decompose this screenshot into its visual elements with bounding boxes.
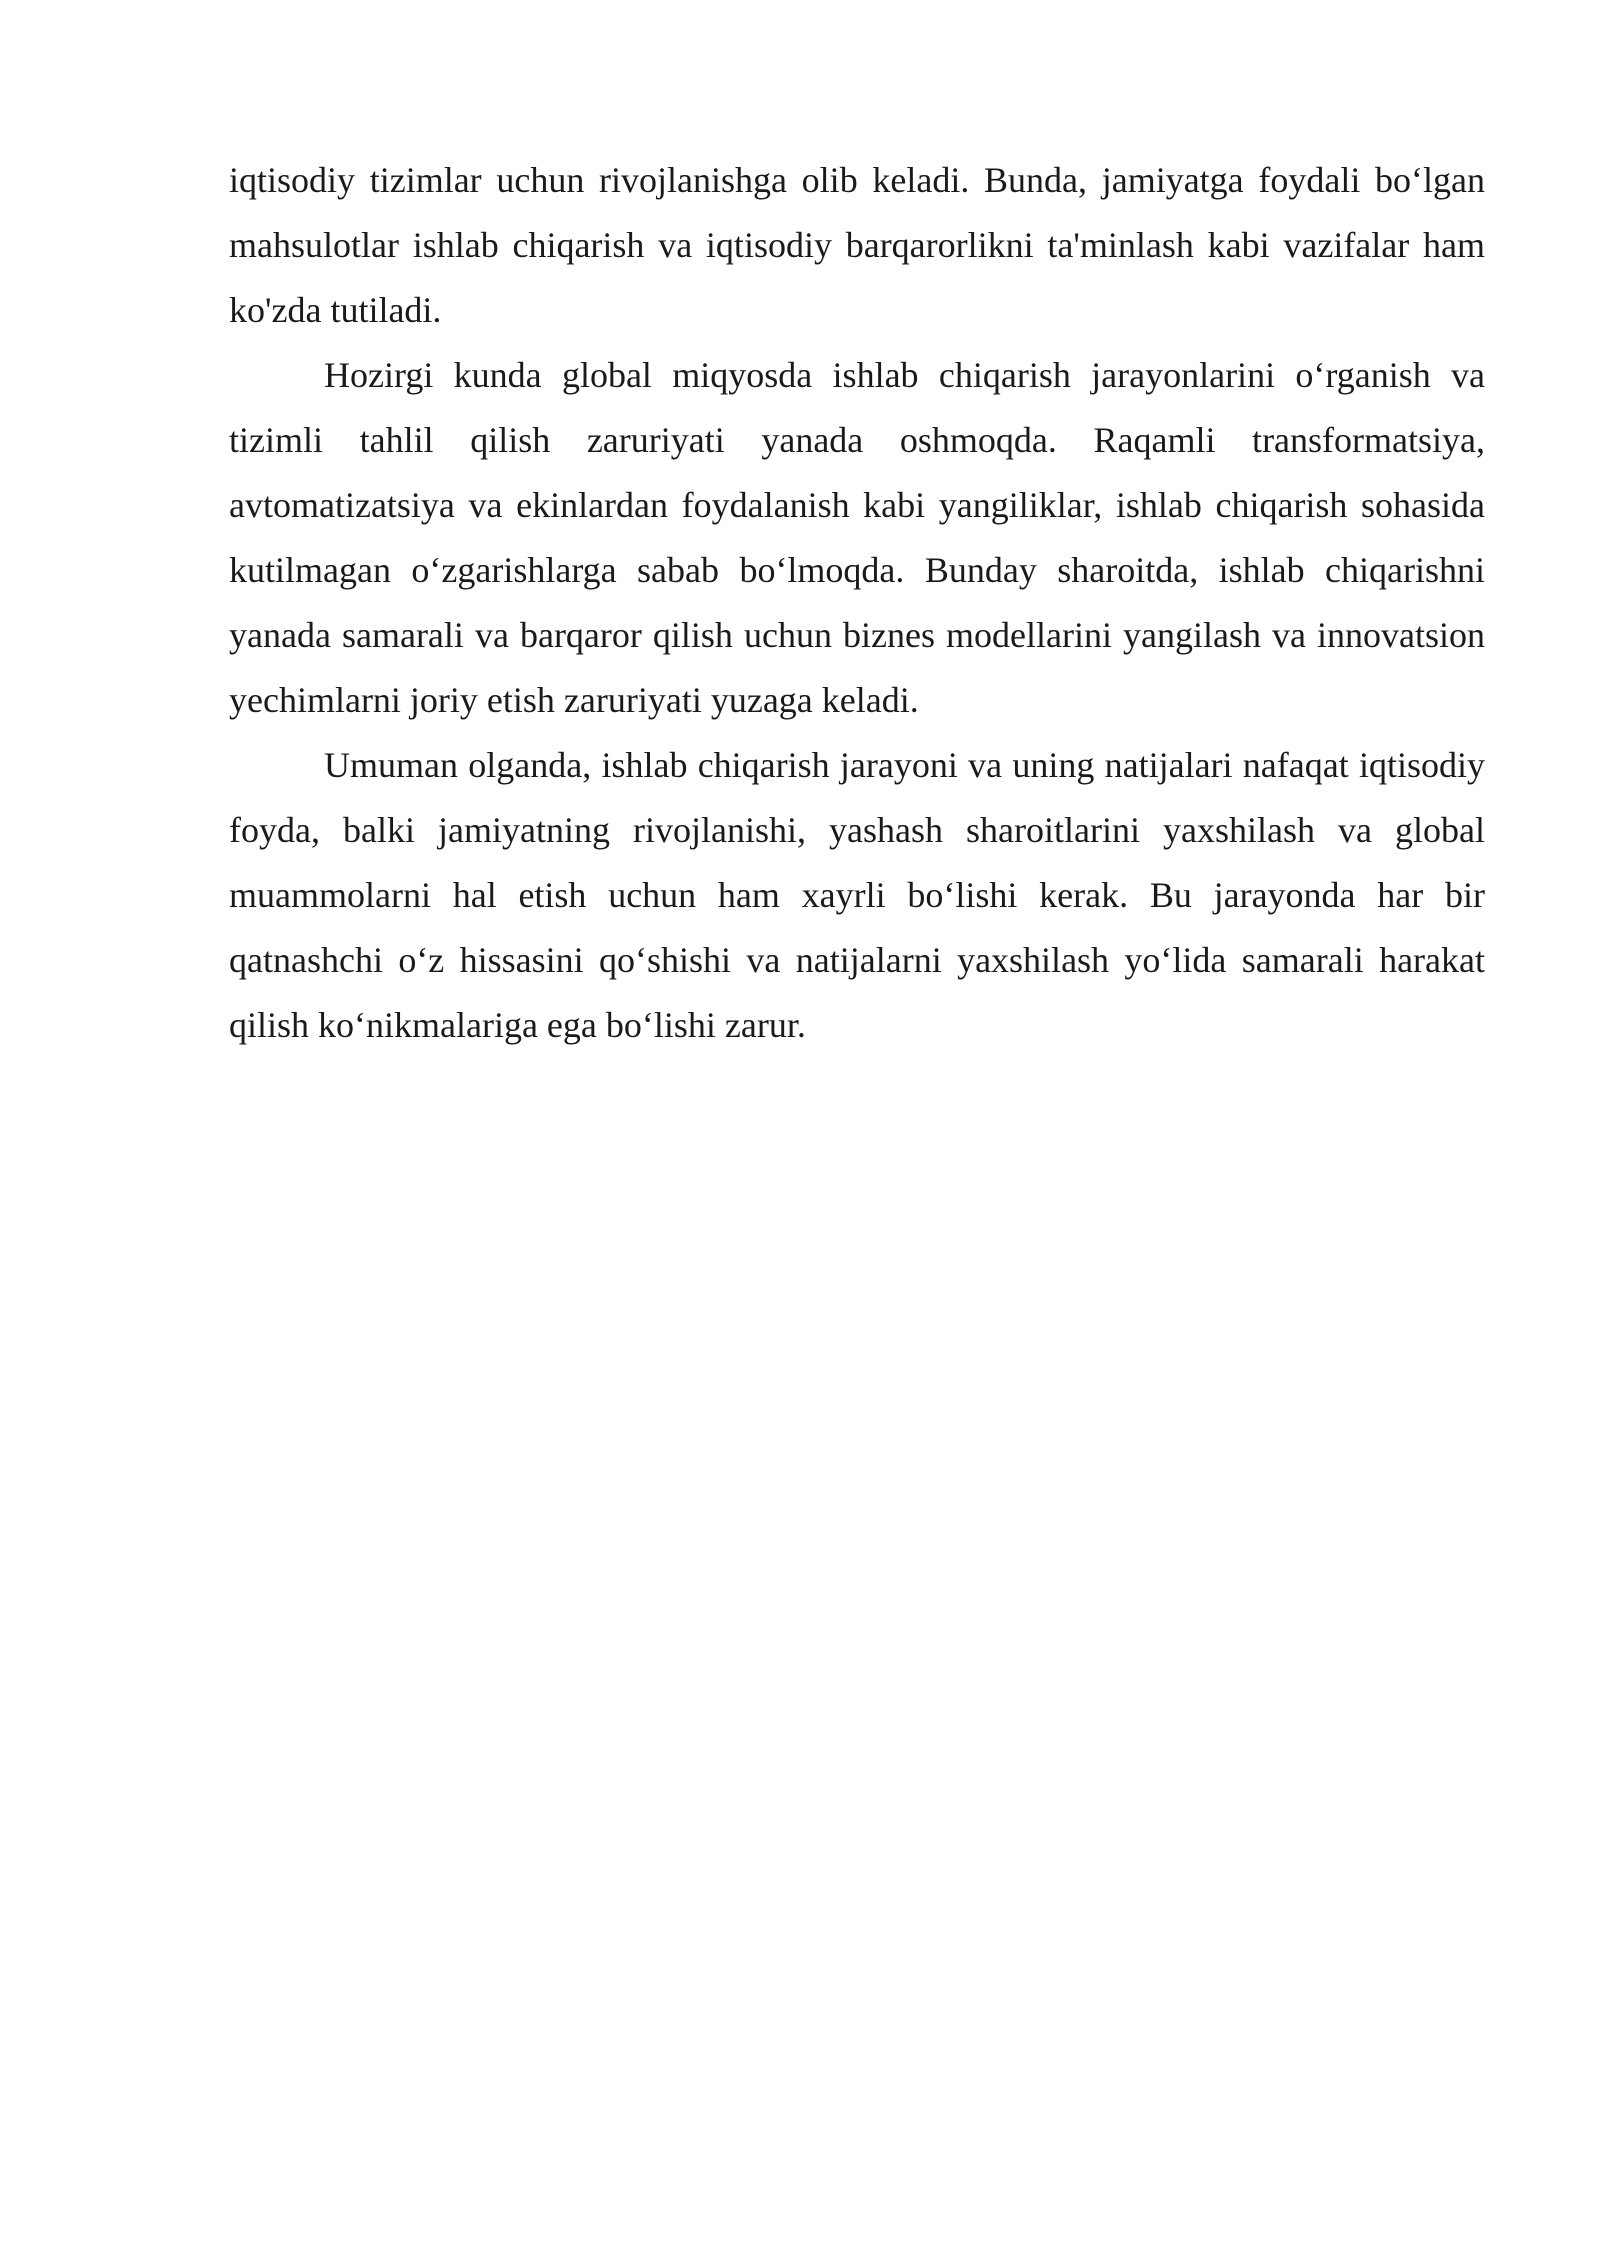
paragraph-conclusion: Umuman olganda, ishlab chiqarish jarayoni va uning natijalari nafaqat iqtisodiy foyda, balki jamiyatning rivojlanishi, yashash sharoitlarini yaxshilash va global muammolarni hal etish uchun ham xayrli bo‘lishi kerak. Bu jarayonda har bir qatnashchi o‘z hissasini qo‘shishi va natijalarni yaxshilash yo‘lida samarali harakat qilish ko‘nikmalariga ega bo‘lishi zarur. [229,745,1485,1045]
paragraph-continuation: iqtisodiy tizimlar uchun rivojlanishga olib keladi. Bunda, jamiyatga foydali bo‘lgan mahsulotlar ishlab chiqarish va iqtisodiy barqarorlikni ta'minlash kabi vazifalar ham ko'zda tutiladi. [229,160,1485,330]
body-text [229,148,1485,1058]
paragraph-global-production: Hozirgi kunda global miqyosda ishlab chiqarish jarayonlarini o‘rganish va tizimli tahlil qilish zaruriyati yanada oshmoqda. Raqamli transformatsiya, avtomatizatsiya va ekinlardan foydalanish kabi yangiliklar, ishlab chiqarish sohasida kutilmagan o‘zgarishlarga sabab bo‘lmoqda. Bunday sharoitda, ishlab chiqarishni yanada samarali va barqaror qilish uchun biznes modellarini yangilash va innovatsion yechimlarni joriy etish zaruriyati yuzaga keladi. [229,355,1485,720]
